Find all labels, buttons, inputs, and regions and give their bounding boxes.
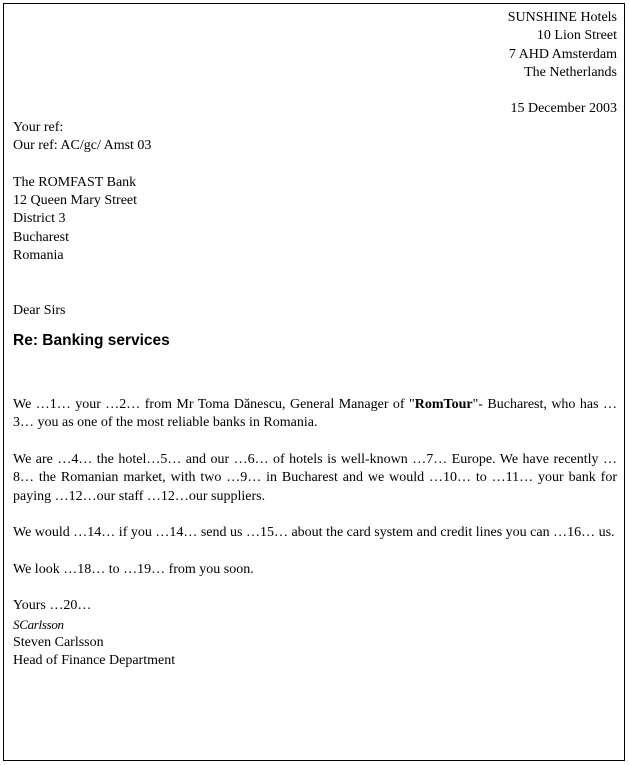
recipient-city: Bucharest — [13, 229, 69, 245]
references — [13, 119, 617, 156]
body-paragraph-4: We look …18… to …19… from you soon. — [13, 561, 254, 577]
recipient-address — [13, 174, 617, 265]
recipient-district: District 3 — [13, 211, 66, 227]
body-paragraph-2: We are …4… the hotel…5… and our …6… of hotels is well-known …7… Europe. We have recently …8… the Romanian market, with two …9… in Bucharest and we would …10… to …11… your bank for paying …12…our staff …12…our suppliers. — [13, 451, 617, 504]
closing-block — [13, 597, 617, 670]
sender-address — [13, 9, 617, 82]
letter-date: 15 December 2003 — [510, 101, 617, 117]
body-paragraph-1 — [13, 396, 617, 433]
sender-name: SUNSHINE Hotels — [507, 10, 617, 25]
paragraph-1-text-start: We …1… your …2… from Mr Toma Dănescu, General Manager of " — [13, 397, 415, 413]
body-paragraph-3: We would …14… if you …14… send us …15… about the card system and credit lines you can …16… us. — [13, 525, 615, 541]
recipient-country: Romania — [13, 247, 64, 263]
brand-name-romtour: RomTour — [414, 397, 473, 413]
sender-country: The Netherlands — [524, 64, 617, 80]
signer-name: Steven Carlsson — [13, 634, 104, 650]
paragraph-1-text-end: "- Bucharest, who has …3… you as one of the most reliable banks in Romania. — [13, 397, 617, 431]
subject-line: Re: Banking services — [13, 332, 170, 350]
sender-city: 7 AHD Amsterdam — [508, 46, 617, 62]
signer-title: Head of Finance Department — [13, 653, 176, 669]
our-reference: Our ref: AC/gc/ Amst 03 — [13, 138, 152, 154]
handwritten-signature: SCarlsson — [13, 616, 64, 632]
complimentary-close: Yours …20… — [13, 598, 92, 614]
salutation: Dear Sirs — [13, 302, 66, 318]
your-reference: Your ref: — [13, 119, 64, 135]
recipient-street: 12 Queen Mary Street — [13, 192, 138, 208]
recipient-name: The ROMFAST Bank — [13, 174, 137, 190]
letter — [13, 9, 617, 671]
sender-street: 10 Lion Street — [536, 28, 617, 44]
